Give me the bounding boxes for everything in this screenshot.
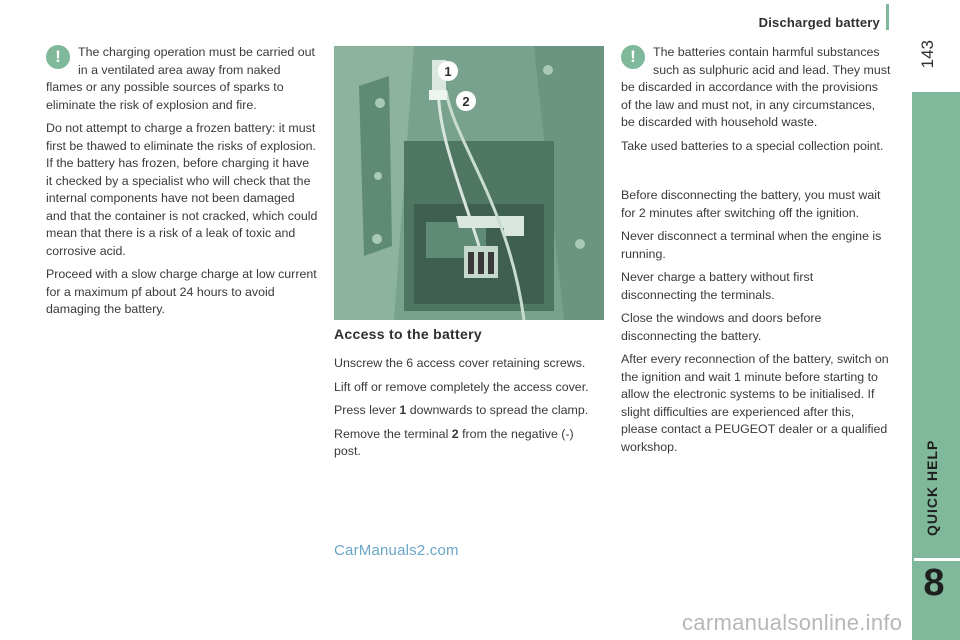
warning-block [621,44,891,132]
paragraph: Never disconnect a terminal when the engine is running. [621,229,882,261]
step-3-suffix: downwards to spread the clamp. [406,403,589,417]
page-number: 143 [918,40,937,69]
side-tab-label: QUICK HELP [924,440,940,537]
side-tab-divider [914,558,960,561]
paragraph: Take used batteries to a special collection point. [621,138,884,153]
spacer [621,161,891,187]
middle-column [334,355,602,467]
callout-1: 1 [444,64,452,79]
section-heading: Access to the battery [334,326,482,342]
step-3-prefix: Press lever [334,403,400,417]
section-title: Discharged battery [758,15,880,30]
warning-text: The charging operation must be carried out in a ventilated area away from naked flames or any possible sources of sparks to eliminate the risk of explosion and fire. [46,45,315,112]
watermark-link[interactable]: CarManuals2.com [334,542,459,559]
chapter-number: 8 [923,562,945,604]
header-rule [886,4,889,30]
exclamation-icon: ! [621,45,645,69]
step-4-prefix: Remove the terminal [334,426,452,441]
battery-illustration [334,46,604,320]
paragraph: Do not attempt to charge a frozen battery: it must first be thawed to eliminate the risks of explosion. If the battery has frozen, before charging it have it checked by a specialist who will check that the internal components have not been damaged and that the container is not cracked, which could mean that there is a risk of a leak of toxic and corrosive acid. [46,121,318,258]
step-3-ref: 1 [399,403,407,417]
paragraph: Proceed with a slow charge charge at low current for a maximum pf about 24 hours to avoid damaging the battery. [46,267,317,316]
step-3 [334,402,602,420]
right-column [621,44,891,462]
warning-text: The batteries contain harmful substances such as sulphuric acid and lead. They must be discarded in accordance with the provisions of the law and must not, in any circumstances, be discarded with household waste. [621,45,891,129]
callout-2: 2 [462,94,470,109]
paragraph: Never charge a battery without first disconnecting the terminals. [621,270,814,302]
step-4 [334,426,602,461]
warning-block [46,44,318,114]
step-1: Unscrew the 6 access cover retaining screws. [334,356,586,370]
step-4-ref: 2 [451,426,459,441]
paragraph: Close the windows and doors before disconnecting the battery. [621,311,822,343]
paragraph: After every reconnection of the battery, switch on the ignition and wait 1 minute before starting to allow the electronic systems to be initialised. If slight difficulties are experienced after this, please contact a PEUGEOT dealer or a qualified workshop. [621,352,889,454]
battery-photo [334,46,604,320]
step-4-suffix: from the negative (-) post. [334,426,574,458]
step-2: Lift off or remove completely the access cover. [334,379,589,394]
paragraph: Before disconnecting the battery, you must wait for 2 minutes after switching off the ignition. [621,188,881,220]
left-column [46,44,318,325]
exclamation-icon: ! [46,45,70,69]
watermark-text: carmanualsonline.info [682,610,903,635]
